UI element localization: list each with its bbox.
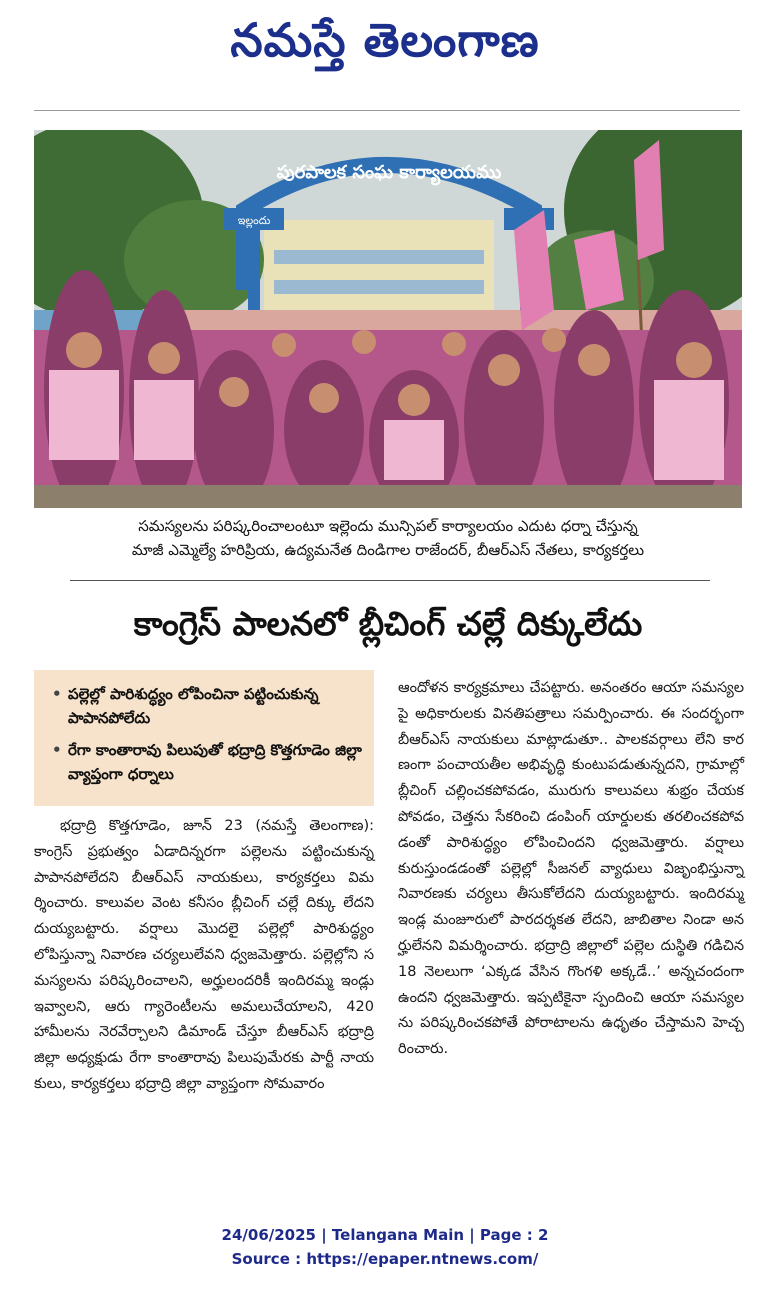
highlight-text: రేగా కాంతారావు పిలుపుతో భద్రాద్రి కొత్తగూడెం జిల్లా వ్యాప్తంగా ధర్నాలు <box>68 741 362 783</box>
article-body-left: భద్రాద్రి కొత్తగూడెం, జూన్ 23 (నమస్తే తెలంగాణ): కాంగ్రెస్ ప్రభుత్వం ఏడాదిన్నరగా పల్లెలను పట్టించుకున్న పాపానపోలేదని బీఆర్ఎస్ నాయకులు, కార్యకర్తలు విమర్శించారు. కాలువల వెంట కనీసం బ్లీచింగ్ చల్లే దిక్కు లేదని దుయ్యబట్టారు. వర్షాలు మొదలై పల్లెల్లో పారిశుద్ధ్యం లోపిస్తున్నా నివారణ చర్యలులేవని ధ్వజమెత్తారు. పల్లెల్లోని సమస్యలను పరిష్కరించాలని, అర్హులందరికీ ఇందిరమ్మ ఇండ్లు ఇవ్వాలని, ఆరు గ్యారెంటీలను అమలుచేయాలని, 420 హామీలను నెరవేర్చాలని డిమాండ్ చేస్తూ బీఆర్ఎస్ భద్రాద్రి జిల్లా అధ్యక్షుడు రేగా కాంతారావు పిలుపుమేరకు పార్టీ నాయకులు, కార్యకర్తలు భద్రాద్రి జిల్లా వ్యాప్తంగా సోమవారం <box>34 818 374 1092</box>
masthead-title: నమస్తే తెలంగాణ <box>230 13 540 67</box>
highlight-item <box>48 682 364 730</box>
highlights-box <box>34 670 374 806</box>
footer-date-edition: 24/06/2025 | Telangana Main | Page : 2 <box>221 1226 549 1244</box>
bullet-icon: • <box>52 685 62 703</box>
article-body-right: ఆందోళన కార్యక్రమాలు చేపట్టారు. అనంతరం ఆయా సమస్యలపై అధికారులకు వినతిపత్రాలు సమర్పించారు. ఈ సందర్భంగా బీఆర్ఎస్ నాయకులు మాట్లాడుతూ.. పాలకవర్గాలు లేని కారణంగా పంచాయతీల అభివృద్ధి కుంటుపడుతున్నదని, గ్రామాల్లో బ్లీచింగ్ చల్లించకపోవడం, మురుగు కాలువలు శుభ్రం చేయకపోవడం, చెత్తను సేకరించి డంపింగ్ యార్డులకు తరలించకపోవడంతో పారిశుద్ధ్యం లోపించిందని ధ్వజమెత్తారు. వర్షాలు కురుస్తుండడంతో పల్లెల్లో సీజనల్ వ్యాధులు విజృంభిస్తున్నా నివారణకు చర్యలు తీసుకోలేదని దుయ్యబట్టారు. ఇందిరమ్మ ఇండ్ల మంజూరులో పారదర్శకత లేదని, జాబితాల నిండా అనర్హులేనని విమర్శించారు. భద్రాద్రి జిల్లాలో పల్లెల దుస్థితి గడిచిన 18 నెలలుగా ‘ఎక్కడ వేసిన గొంగళి అక్కడే..’ అన్నచందంగా ఉందని ధ్వజమెత్తారు. ఇప్పటికైనా స్పందించి ఆయా సమస్యలను పరిష్కరించకపోతే పోరాటాలను ఉధృతం చేస్తామని హెచ్చరించారు. <box>398 680 744 1058</box>
arch-town-text: ఇల్లందు <box>237 214 271 227</box>
caption-divider <box>70 580 710 581</box>
masthead-divider <box>34 110 740 111</box>
caption-line-1: సమస్యలను పరిష్కరించాలంటూ ఇల్లెందు మున్సిపల్ కార్యాలయం ఎదుట ధర్నా చేస్తున్న <box>138 517 638 535</box>
caption-line-2: మాజీ ఎమ్మెల్యే హరిప్రియ, ఉద్యమనేత దిండిగాల రాజేందర్, బీఆర్ఎస్ నేతలు, కార్యకర్తలు <box>131 541 645 559</box>
highlight-item <box>48 738 364 786</box>
article-headline: కాంగ్రెస్ పాలనలో బ్లీచింగ్ చల్లే దిక్కులేదు <box>133 604 643 643</box>
footer-source-link[interactable]: Source : https://epaper.ntnews.com/ <box>231 1250 539 1268</box>
news-photo <box>34 130 742 508</box>
photo-caption <box>34 514 742 562</box>
arch-sign-text: పురపాలక సంఘ కార్యాలయము <box>276 162 502 183</box>
highlight-text: పల్లెల్లో పారిశుద్ధ్యం లోపించినా పట్టించుకున్న పాపానపోలేదు <box>68 685 319 727</box>
bullet-icon: • <box>52 741 62 759</box>
